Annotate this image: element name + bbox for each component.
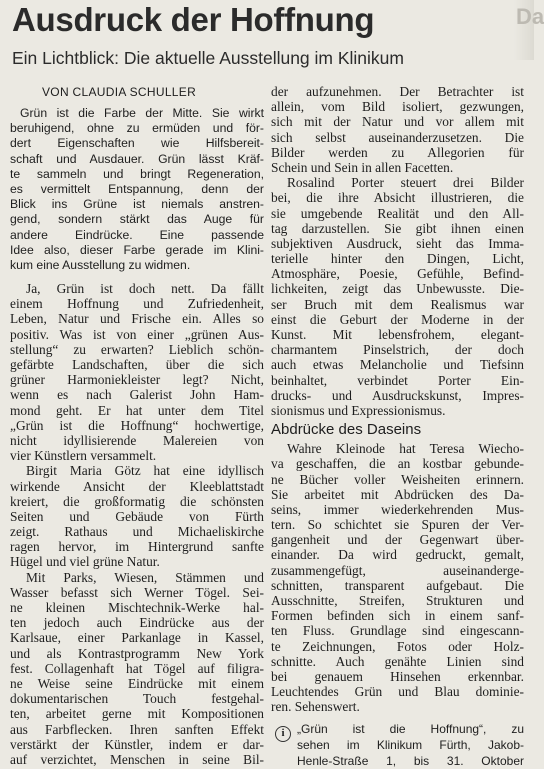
text-line: sie umgebende Realität und den All- xyxy=(271,205,524,221)
text-line: aus Farbflecken. Ihren sanften Effekt xyxy=(10,721,264,737)
text-line: beruhigend, ohne zu ermüden und för- xyxy=(10,121,264,136)
text-line: tag darzustellen. Sie gibt ihnen einen xyxy=(271,220,524,236)
text-line: Henle-Straße 1, bis 31. Oktober xyxy=(297,753,524,768)
text-line: wirkende Ansicht der Kleeblattstadt xyxy=(10,478,264,494)
text-line: der aufzunehmen. Der Betrachter ist xyxy=(271,84,524,99)
text-line: nicht idyllisierende Malereien von xyxy=(10,432,264,448)
text-line: ne Bücher voller Weisheiten erinnern. xyxy=(271,471,524,487)
text-line: kum eine Ausstellung zu widmen. xyxy=(10,257,191,272)
text-line: wenn es nach Galerist John Ham- xyxy=(10,387,264,403)
text-line: zusammengefügt, auseinanderge- xyxy=(271,562,524,578)
text-line: grüner Harmoniekleister legt? Nicht, xyxy=(10,372,264,388)
text-line: Sie arbeitet mit Abdrücken des Da- xyxy=(271,486,524,502)
exhibition-info-box xyxy=(271,721,524,769)
text-line: gend, sondern stärkt das Auge für xyxy=(10,212,264,227)
text-line: drucks- und Ausdruckskunst, Impres- xyxy=(271,387,524,403)
text-line: Wahre Kleinode hat Teresa Wiecho- xyxy=(287,441,524,457)
text-line: kreiert, die großformatig die schönsten xyxy=(10,493,264,509)
text-line: ten jedoch auch Eindrücke aus der xyxy=(10,615,264,631)
text-line: sich selbst auseinanderzusetzen. Die xyxy=(271,129,524,145)
text-line: sich mit der Natur und vor allem mit xyxy=(271,114,524,130)
text-line: allein, vom Bild isoliert, gezwungen, xyxy=(271,99,524,115)
text-line: sehen im Klinikum Fürth, Jakob- xyxy=(297,737,524,752)
adjacent-headline-fragment: Da xyxy=(516,4,544,29)
text-line: ragen hervor, im Hintergrund sanfte xyxy=(10,539,264,555)
info-icon: i xyxy=(275,726,291,742)
text-line: beinhaltet, verbindet Porter Ein- xyxy=(271,372,524,388)
text-line: sionismus und Expressionismus. xyxy=(271,402,446,418)
text-line: ten Fluss. Grundlage sind eingescann- xyxy=(271,623,524,639)
body-text-right xyxy=(271,84,524,418)
text-line: Mit Parks, Wiesen, Stämmen und xyxy=(26,569,264,585)
text-line: schaft und Ausdauer. Grün lässt Kräf- xyxy=(10,151,264,166)
text-line: Atmosphäre, Poesie, Gefühle, Befind- xyxy=(271,266,524,282)
text-line: es vermittelt Entspannung, denn der xyxy=(10,181,264,196)
text-line: Grün ist die Farbe der Mitte. Sie wirkt xyxy=(20,106,264,120)
text-line: auf verzichtet, Menschen in seine Bil- xyxy=(10,751,264,767)
section-text xyxy=(271,441,524,714)
text-line: Hügel und viel grüne Natur. xyxy=(10,554,160,570)
text-line: lichkeiten, zeigt das Unbewusste. Die- xyxy=(271,281,524,297)
text-line: Bilder werden zu Allegorien für xyxy=(271,144,524,160)
headline: Ausdruck der Hoffnung xyxy=(12,1,375,38)
subheadline: Ein Lichtblick: Die aktuelle Ausstellung im Klinikum xyxy=(12,48,404,68)
text-line: schnitten, transparent aufgebaut. Die xyxy=(271,577,524,593)
text-line: ren. Sehenswert. xyxy=(271,699,360,715)
text-line: einander. Da wird gedruckt, gemalt, xyxy=(271,547,524,563)
text-line: terielle hinter den Dingen, Licht, xyxy=(271,251,524,267)
text-line: mond geht. Er hat unter dem Titel xyxy=(10,402,264,418)
text-line: einst die Geburt der Moderne in der xyxy=(271,311,524,327)
text-line: Kunst. Mit lebensfrohem, elegant- xyxy=(271,327,524,342)
lead-paragraph xyxy=(10,106,264,273)
text-line: Blick ins Grüne ist niemals anstren- xyxy=(10,197,264,212)
adjacent-page-edge xyxy=(514,0,544,60)
text-line: ser Bruch mit dem Realismus war xyxy=(271,296,524,312)
text-line: und als Kontrastprogramm New York xyxy=(10,645,264,661)
text-line: gangenheit und der Gegenwart über- xyxy=(271,532,524,548)
byline: VON CLAUDIA SCHULLER xyxy=(42,85,197,99)
text-line: bei genauem Hinsehen erkennbar. xyxy=(271,668,524,684)
text-line: Ausschnitte, Streifen, Strukturen und xyxy=(271,593,524,608)
column-right xyxy=(271,84,524,769)
text-line: te Zeichnungen, Fotos oder Holz- xyxy=(271,638,524,654)
text-line: fest. Collagenhaft hat Tögel auf filigra- xyxy=(10,660,264,676)
text-line: Leuchtendes Grün und Blau dominie- xyxy=(271,684,524,700)
text-line: Schein und Sein in allen Facetten. xyxy=(271,159,454,175)
body-text-left xyxy=(10,281,264,767)
text-line: Seiten und Gebäude von Fürth xyxy=(10,508,264,524)
text-line: va geschaffen, die an kostbar gebunde- xyxy=(271,456,524,472)
text-line: seins, immer wiederkehrenden Mus- xyxy=(271,501,524,517)
text-line: vier Künstlern versammelt. xyxy=(10,448,157,464)
text-line: Ja, Grün ist doch nett. Da fällt xyxy=(26,281,264,297)
text-line: bei, die ihre Absicht illustrieren, die xyxy=(271,190,524,206)
text-line: Wasser befasst sich Werner Tögel. Sei- xyxy=(10,584,264,600)
text-line: Leben, Natur und Frische ein. Alles so xyxy=(10,311,264,327)
text-line: subjektiven Ausdruck, sieht das Imma- xyxy=(271,235,524,251)
text-line: te sammeln und bringt Regeneration, xyxy=(10,166,264,181)
text-line: „Grün ist die Hoffnung“, zu xyxy=(297,721,524,736)
text-line: verstärkt der Künstler, indem er dar- xyxy=(10,736,264,752)
text-line: andere Eindrücke. Eine passende xyxy=(10,227,264,242)
text-line: Rosalind Porter steuert drei Bilder xyxy=(287,175,524,191)
text-line: Idee also, dieser Farbe gerade im Klini- xyxy=(10,242,264,257)
section-heading: Abdrücke des Daseins xyxy=(271,421,422,439)
text-line: einem Hoffnung und Zufriedenheit, xyxy=(10,296,264,312)
text-line: zeigt. Rathaus und Michaeliskirche xyxy=(10,524,264,540)
text-line: ne Weise seine Eindrücke mit einem xyxy=(10,675,264,691)
text-line: ten, arbeitet gerne mit Kompositionen xyxy=(10,706,264,722)
text-line: Formen befinden sich in einem sanf- xyxy=(271,608,524,624)
text-line: schnitte. Auch genähte Linien sind xyxy=(271,653,524,669)
text-line: ne kleinen Mischtechnik-Werke hal- xyxy=(10,600,264,615)
text-line: Karlsaue, einer Parkanlage in Kassel, xyxy=(10,630,264,646)
text-line: tern. So schichtet sie Spuren der Ver- xyxy=(271,517,524,533)
text-line: dokumentarischen Touch festgehal- xyxy=(10,691,264,707)
text-line: auch etwas Melancholie und Tiefsinn xyxy=(271,357,524,373)
text-line: stellung“ zu erwarten? Lieblich schön- xyxy=(10,341,264,357)
text-line: Birgit Maria Götz hat eine idyllisch xyxy=(26,463,264,479)
text-line: positiv. Was ist von einer „grünen Aus- xyxy=(10,326,264,342)
column-left xyxy=(10,84,264,767)
text-line: gefärbte Landschaften, über die sich xyxy=(10,357,264,372)
info-text xyxy=(297,721,524,769)
text-line: charmantem Pinselstrich, der doch xyxy=(271,342,524,358)
text-line: dert Eigenschaften wie Hilfsbereit- xyxy=(10,136,264,151)
text-line: „Grün ist die Hoffnung“ hochwertige, xyxy=(10,417,264,433)
